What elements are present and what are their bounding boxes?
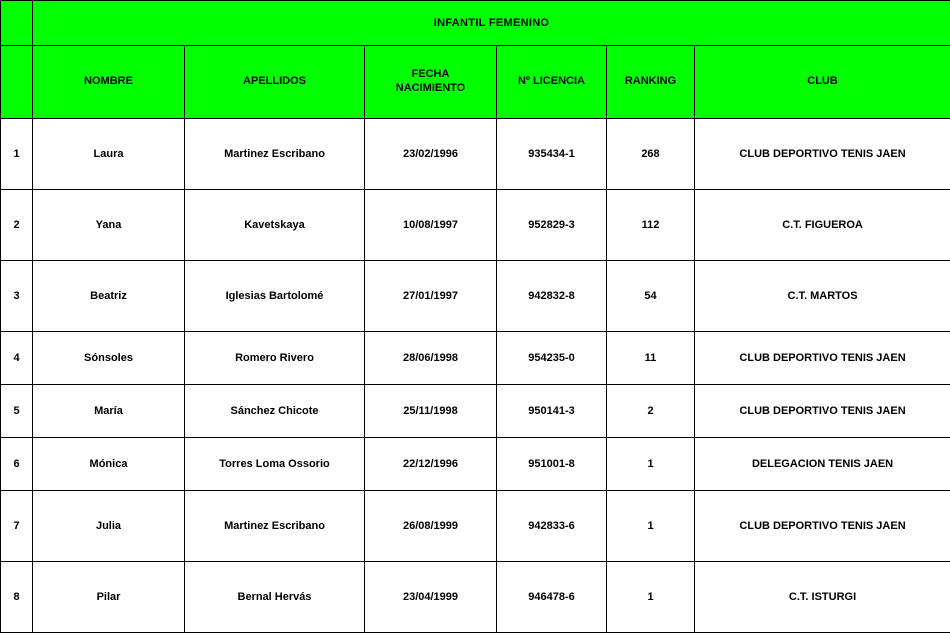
cell-licencia: 952829-3: [497, 190, 607, 261]
cell-nombre: Yana: [33, 190, 185, 261]
title-row: [1, 1, 950, 46]
cell-apellidos: Torres Loma Ossorio: [185, 438, 365, 491]
cell-nombre: María: [33, 385, 185, 438]
row-index: 8: [1, 562, 33, 633]
cell-nombre: Beatriz: [33, 261, 185, 332]
cell-fecha: 10/08/1997: [365, 190, 497, 261]
cell-fecha: 23/04/1999: [365, 562, 497, 633]
column-header-fecha-line2: NACIMIENTO: [365, 82, 496, 96]
cell-fecha: 25/11/1998: [365, 385, 497, 438]
table-row: [1, 491, 950, 562]
cell-nombre: Laura: [33, 119, 185, 190]
table-row: [1, 119, 950, 190]
cell-apellidos: Kavetskaya: [185, 190, 365, 261]
cell-ranking: 54: [607, 261, 695, 332]
row-index: 6: [1, 438, 33, 491]
cell-apellidos: Sánchez Chicote: [185, 385, 365, 438]
cell-apellidos: Iglesias Bartolomé: [185, 261, 365, 332]
cell-licencia: 935434-1: [497, 119, 607, 190]
cell-licencia: 946478-6: [497, 562, 607, 633]
cell-licencia: 942833-6: [497, 491, 607, 562]
cell-club: C.T. ISTURGI: [695, 562, 950, 633]
cell-licencia: 942832-8: [497, 261, 607, 332]
cell-fecha: 22/12/1996: [365, 438, 497, 491]
row-index: 5: [1, 385, 33, 438]
cell-ranking: 1: [607, 438, 695, 491]
cell-ranking: 1: [607, 562, 695, 633]
cell-club: C.T. MARTOS: [695, 261, 950, 332]
row-index: 7: [1, 491, 33, 562]
table-row: [1, 261, 950, 332]
cell-fecha: 28/06/1998: [365, 332, 497, 385]
cell-apellidos: Martinez Escribano: [185, 491, 365, 562]
corner-cell: [1, 1, 33, 46]
cell-ranking: 268: [607, 119, 695, 190]
cell-apellidos: Romero Rivero: [185, 332, 365, 385]
cell-club: C.T. FIGUEROA: [695, 190, 950, 261]
column-header-fecha-nacimiento: [365, 46, 497, 119]
row-index: 1: [1, 119, 33, 190]
table-row: [1, 562, 950, 633]
cell-fecha: 23/02/1996: [365, 119, 497, 190]
column-header-club: CLUB: [695, 46, 950, 119]
column-header-nombre: NOMBRE: [33, 46, 185, 119]
column-header-apellidos: APELLIDOS: [185, 46, 365, 119]
cell-ranking: 11: [607, 332, 695, 385]
cell-ranking: 1: [607, 491, 695, 562]
cell-licencia: 950141-3: [497, 385, 607, 438]
cell-club: CLUB DEPORTIVO TENIS JAEN: [695, 385, 950, 438]
column-header-fecha-line1: FECHA: [365, 68, 496, 82]
cell-licencia: 951001-8: [497, 438, 607, 491]
cell-licencia: 954235-0: [497, 332, 607, 385]
column-header-ranking: RANKING: [607, 46, 695, 119]
row-index: 2: [1, 190, 33, 261]
cell-nombre: Mónica: [33, 438, 185, 491]
cell-club: CLUB DEPORTIVO TENIS JAEN: [695, 491, 950, 562]
cell-nombre: Julia: [33, 491, 185, 562]
cell-apellidos: Martinez Escribano: [185, 119, 365, 190]
table-row: [1, 438, 950, 491]
table-row: [1, 332, 950, 385]
page-title: INFANTIL FEMENINO: [33, 1, 950, 46]
cell-apellidos: Bernal Hervás: [185, 562, 365, 633]
cell-fecha: 26/08/1999: [365, 491, 497, 562]
cell-nombre: Sónsoles: [33, 332, 185, 385]
header-row: [1, 46, 950, 119]
row-index: 4: [1, 332, 33, 385]
header-corner-cell: [1, 46, 33, 119]
table-row: [1, 190, 950, 261]
table-row: [1, 385, 950, 438]
cell-club: CLUB DEPORTIVO TENIS JAEN: [695, 119, 950, 190]
cell-nombre: Pilar: [33, 562, 185, 633]
cell-fecha: 27/01/1997: [365, 261, 497, 332]
cell-club: CLUB DEPORTIVO TENIS JAEN: [695, 332, 950, 385]
cell-ranking: 2: [607, 385, 695, 438]
cell-club: DELEGACION TENIS JAEN: [695, 438, 950, 491]
cell-ranking: 112: [607, 190, 695, 261]
column-header-licencia: Nº LICENCIA: [497, 46, 607, 119]
row-index: 3: [1, 261, 33, 332]
